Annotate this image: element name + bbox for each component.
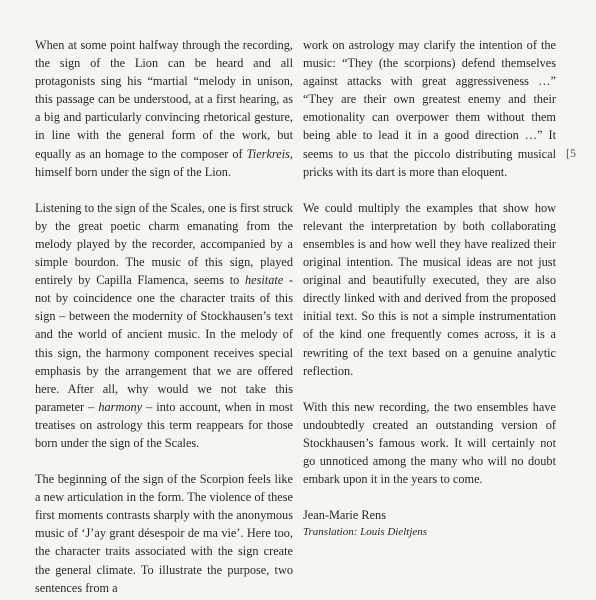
signature-block [303,506,556,540]
paragraph-scales [35,199,293,452]
text-run: – into account, when in most treatises on astrology this term reappears for those born under the sign of the Scales. [35,399,293,450]
page-number: [5 [566,146,576,160]
italic-text: Tierkreis [246,146,290,161]
italic-text: hesitate [244,273,284,288]
paragraph-scorpion-continued [303,36,556,181]
text-run: The beginning of the sign of the Scorpion feels like a new articulation in the form. The violence of these first moments contrasts sharply with the anonymous music of ‘J’ay grant désespoir de ma vie’. Here too, the character traits associated with the sign create the general climate. To illustrate the purpose, two sentences from a [35,472,293,595]
text-run: With this new recording, the two ensembles have undoubtedly created an outstanding version of Stockhausen’s famous work. It will certainly not go unnoticed among the many who will no doubt embark upon it in the years to come. [303,399,556,487]
text-run: When at some point halfway through the recording, the sign of the Lion can be heard and all protagonists sing his “martial “melody in unison, this passage can be understood, at a first hearing, as a big and particularly convincing rhetorical gesture, in line with the general form of the work, but equally as an homage to the composer of [35,38,293,161]
italic-text: harmony [98,399,143,414]
paragraph-conclusion [303,398,556,488]
paragraph-scorpion [35,470,293,597]
author-name: Jean-Marie Rens [303,508,386,523]
paragraph-lion [35,36,293,181]
text-run: Listening to the sign of the Scales, one is first struck by the great poetic charm emanating from the melody played by the recorder, accompanied by a simple bourdon. The music of this sign, played entirely by Capilla Flamenca, seems to [35,200,293,288]
text-run: , himself born under the sign of the Lion. [35,146,293,179]
right-column [303,36,556,540]
text-run: - not by coincidence one the character traits of this sign – between the modernity of Stockhausen’s text and the world of ancient music. In the melody of this sign, the harmony component receives special emphasis by the arrangement that we are offered here. After all, why would we not take this parameter – [35,273,293,414]
text-run: We could multiply the examples that show how relevant the interpretation by both collaborating ensembles is and how well they have realized their original intention. The musical ideas are not just original and beautifully executed, they are also directly linked with and derived from the proposed initial text. So this is not a simple instrumentation of the kind one frequently comes across, it is a rewriting of the text based on a genuine analytic reflection. [303,200,556,378]
translator-credit: Translation: Louis Dieltjens [303,526,428,539]
left-column [35,36,293,597]
paragraph-examples [303,199,556,380]
text-run: work on astrology may clarify the intention of the music: “They (the scorpions) defend themselves against attacks with great aggressiveness …” “They are their own greatest enemy and their emotionality can overpower them without them being able to lead it in a good direction …” It seems to us that the piccolo distributing musical pricks with its dart is more than eloquent. [303,38,556,179]
